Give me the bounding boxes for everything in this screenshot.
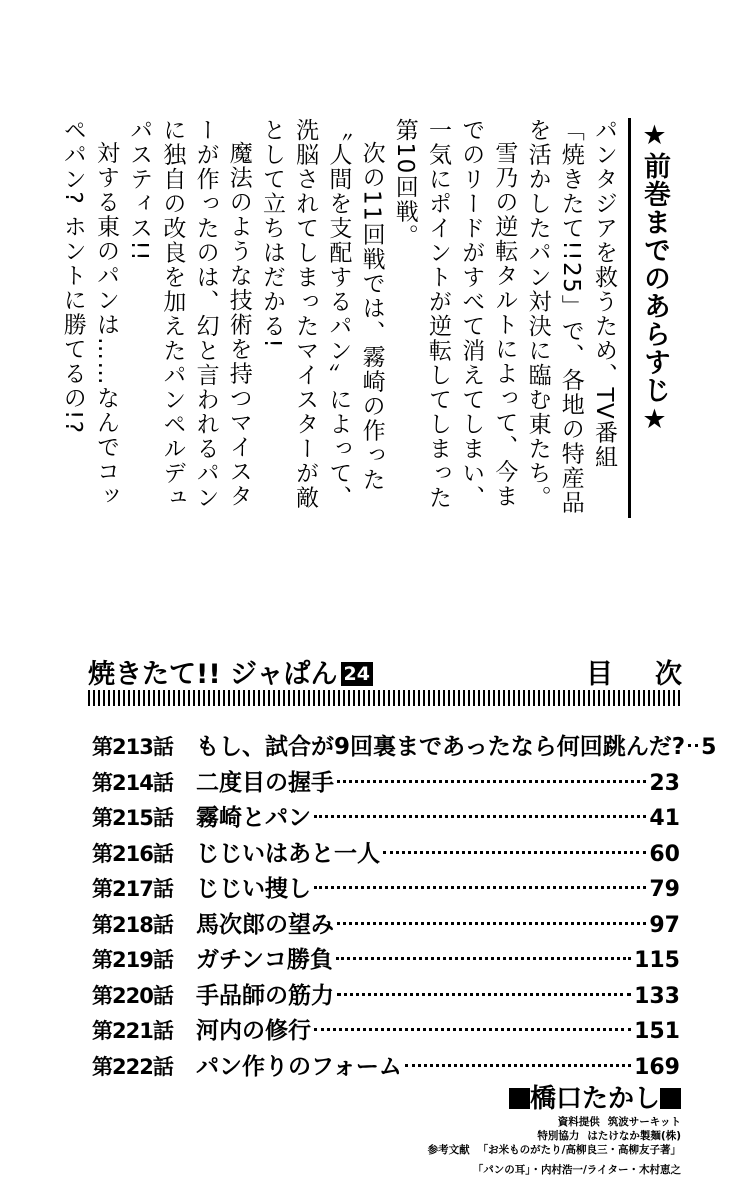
chapter-page: 133 <box>634 983 680 1009</box>
credit-line <box>428 1129 681 1143</box>
chapter-row[interactable] <box>92 835 680 871</box>
chapter-page: 5 <box>701 735 717 760</box>
chapter-page: 151 <box>634 1019 680 1044</box>
chapter-row[interactable] <box>92 977 680 1013</box>
credit-label: 特別協力 <box>537 1130 580 1142</box>
leader-dots <box>688 744 698 747</box>
leader-dots <box>336 957 631 960</box>
credit-value: 「お米ものがたり/高柳良三・高柳友子著」 <box>477 1144 681 1156</box>
chapter-title: パン作りのフォーム <box>196 1053 402 1080</box>
chapter-title: 二度目の握手 <box>196 769 334 796</box>
chapter-page: 60 <box>649 841 680 867</box>
leader-dots <box>314 886 646 889</box>
chapter-page: 97 <box>649 912 680 938</box>
volume-badge: 24 <box>341 662 373 686</box>
credit-label: 参考文献 <box>427 1144 470 1156</box>
chapter-row[interactable] <box>92 764 680 800</box>
chapter-title: 河内の修行 <box>196 1018 311 1044</box>
toc-divider <box>88 690 682 706</box>
chapter-number: 第219話 <box>92 948 173 972</box>
chapter-number: 第215話 <box>92 806 173 830</box>
author-name <box>509 1078 681 1115</box>
block-mark <box>509 1088 530 1109</box>
leader-dots <box>405 1064 631 1067</box>
leader-dots <box>314 1028 631 1031</box>
chapter-number: 第214話 <box>92 770 173 795</box>
synopsis-paragraph: パンタジアを救うため、TV番組「焼きたて!!25」で、各地の特産品を活かしたパン対決に臨む東たち。 <box>524 118 617 515</box>
author-text: 橋口たかし <box>529 1084 660 1114</box>
chapter-list <box>92 728 717 1083</box>
chapter-page: 23 <box>649 770 680 796</box>
chapter-number: 第216話 <box>92 841 173 866</box>
chapter-title: 馬次郎の望み <box>196 911 334 938</box>
synopsis-heading: ★前巻までのあらすじ★ <box>628 118 680 518</box>
block-mark <box>660 1088 681 1109</box>
chapter-row[interactable] <box>92 941 680 977</box>
chapter-title: ガチンコ勝負 <box>196 947 333 973</box>
credits-block <box>428 1115 681 1177</box>
chapter-row[interactable] <box>92 728 717 764</box>
credit-line <box>428 1115 681 1129</box>
toc-label: 目次 <box>586 659 724 690</box>
chapter-page: 41 <box>649 806 680 831</box>
synopsis-paragraph: 次の11回戦では、霧崎の作った〝人間を支配するパン〟によって、洗脳されてしまったマイスターが敵として立ちはだかる! <box>258 118 385 510</box>
credit-value: はたけなか製麺(株) <box>587 1130 681 1142</box>
series-title <box>88 652 373 691</box>
chapter-number: 第222話 <box>92 1054 173 1079</box>
credit-label: 資料提供 <box>557 1116 600 1128</box>
chapter-number: 第221話 <box>92 1019 173 1043</box>
leader-dots <box>383 851 646 854</box>
chapter-number: 第218話 <box>92 912 173 937</box>
credit-value: 筑波サーキット <box>607 1116 681 1128</box>
toc-header <box>88 652 724 692</box>
chapter-row[interactable] <box>92 870 680 906</box>
chapter-title: じじい捜し <box>196 876 311 902</box>
leader-dots <box>337 993 631 996</box>
chapter-title: じじいはあと一人 <box>196 840 380 867</box>
chapter-page: 169 <box>634 1054 680 1080</box>
chapter-row[interactable] <box>92 799 680 835</box>
chapter-page: 115 <box>634 948 680 973</box>
chapter-row[interactable] <box>92 1012 680 1048</box>
synopsis-paragraph: 対する東のパンは……なんでコッペパン? ホントに勝てるの!? <box>59 118 119 509</box>
chapter-title: もし、試合が9回裏まであったなら何回跳んだ? <box>196 734 686 760</box>
leader-dots <box>337 922 646 925</box>
synopsis-section <box>59 118 680 518</box>
leader-dots <box>337 780 646 783</box>
credit-extra: 「パンの耳」・内村浩一/ライター・木村恵之 <box>472 1164 681 1176</box>
series-title-text: 焼きたて!! ジャぱん <box>88 659 338 690</box>
chapter-number: 第220話 <box>92 983 173 1008</box>
synopsis-paragraph: 魔法のような技術を持つマイスターが作ったのは、幻と言われるパンに独自の改良を加えたパンペルデュパスティス!! <box>126 118 252 510</box>
synopsis-body <box>59 118 620 518</box>
chapter-number: 第217話 <box>92 877 173 901</box>
synopsis-paragraph: 雪乃の逆転タルトによって、今までのリードがすべて消えてしまい、一気にポイントが逆転してしまった第10回戦。 <box>391 118 518 510</box>
chapter-page: 79 <box>649 877 680 902</box>
chapter-title: 霧崎とパン <box>196 805 311 831</box>
credit-line <box>428 1143 681 1157</box>
chapter-number: 第213話 <box>92 735 173 759</box>
chapter-title: 手品師の筋力 <box>196 982 334 1009</box>
leader-dots <box>314 815 646 818</box>
chapter-row[interactable] <box>92 906 680 942</box>
